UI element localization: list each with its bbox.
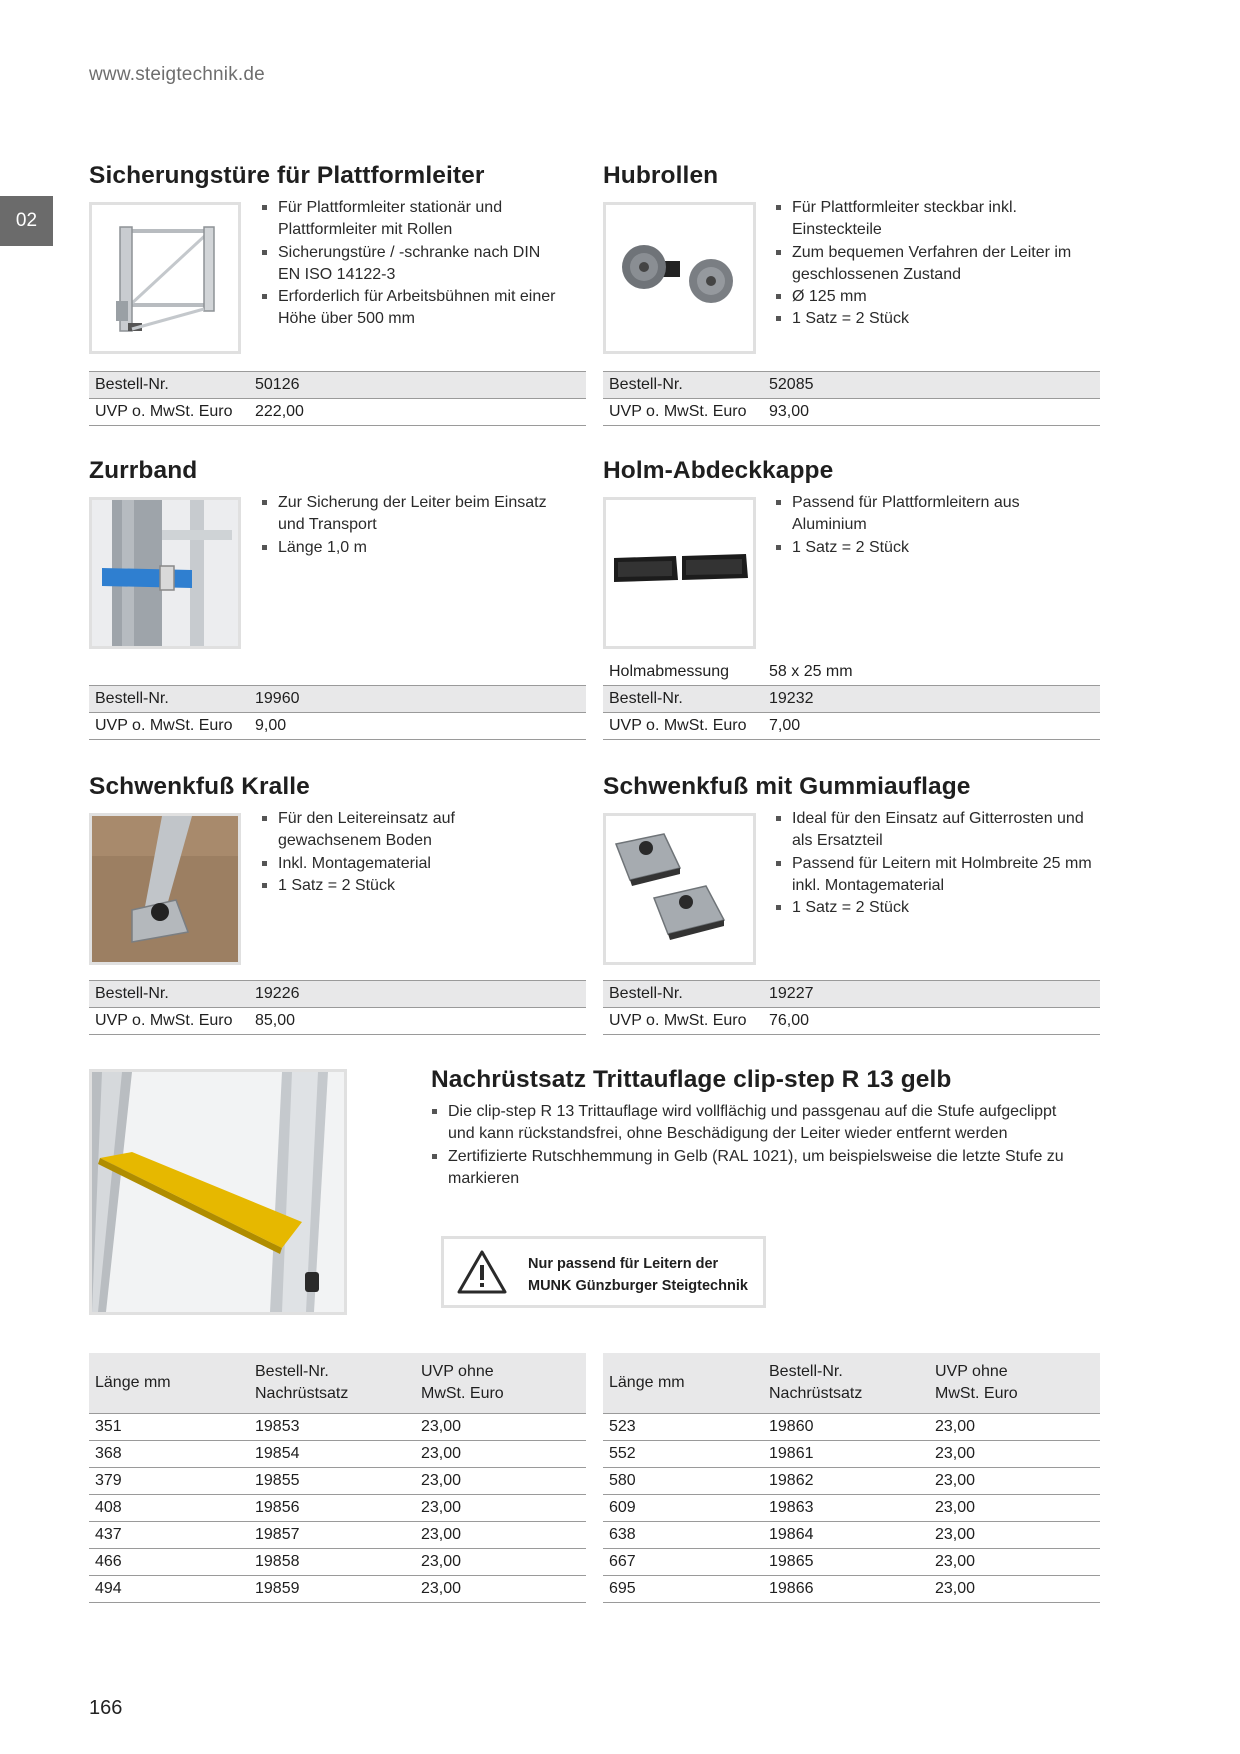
spec-row-uvp: UVP o. MwSt. Euro 85,00 xyxy=(89,1007,586,1035)
length-table-left xyxy=(89,1353,586,1603)
table-cell: 667 xyxy=(603,1549,763,1576)
feature-item: Sicherungstüre / -schranke nach DIN EN ISO 14122-3 xyxy=(261,242,561,287)
feature-item: 1 Satz = 2 Stück xyxy=(775,897,1095,919)
feature-item: Ideal für den Einsatz auf Gitterrosten und als Ersatzteil xyxy=(775,808,1095,853)
table-header-row xyxy=(89,1353,586,1414)
notice-text: Nur passend für Leitern der MUNK Günzburger Steigtechnik xyxy=(528,1256,748,1294)
product-title: Sicherungstüre für Plattformleiter xyxy=(89,162,485,189)
feature-list xyxy=(775,492,1085,559)
length-table-right xyxy=(603,1353,1100,1603)
feature-list xyxy=(261,197,561,331)
feature-item: Für Plattformleiter stationär und Plattformleiter mit Rollen xyxy=(261,197,561,242)
product-image-claw-foot xyxy=(89,813,241,965)
price: 93,00 xyxy=(769,403,810,420)
price: 7,00 xyxy=(769,717,801,734)
table-cell: 23,00 xyxy=(929,1414,1100,1441)
spec-row-bestell: Bestell-Nr. 19227 xyxy=(603,980,1100,1007)
bestell-nr: 50126 xyxy=(255,376,300,393)
product-image-strap xyxy=(89,497,241,649)
feature-list xyxy=(775,808,1095,919)
clip-step-title: Nachrüstsatz Trittauflage clip-step R 13 gelb xyxy=(431,1066,952,1093)
table-cell: 23,00 xyxy=(929,1441,1100,1468)
spec-row-bestell: Bestell-Nr. 19960 xyxy=(89,685,586,712)
feature-item: Zum bequemen Verfahren der Leiter im geschlossenen Zustand xyxy=(775,242,1085,287)
table-cell: 638 xyxy=(603,1522,763,1549)
table-row xyxy=(89,1441,586,1468)
table-row xyxy=(603,1441,1100,1468)
spec-row-uvp: UVP o. MwSt. Euro 93,00 xyxy=(603,398,1100,426)
feature-item: Inkl. Montagematerial xyxy=(261,853,561,875)
table-cell: 19863 xyxy=(763,1495,929,1522)
feature-item: Erforderlich für Arbeitsbühnen mit einer Höhe über 500 mm xyxy=(261,286,561,331)
product-title: Hubrollen xyxy=(603,162,719,189)
table-row xyxy=(89,1468,586,1495)
price: 85,00 xyxy=(255,1012,296,1029)
table-cell: 23,00 xyxy=(929,1576,1100,1603)
feature-item: Passend für Leitern mit Holmbreite 25 mm inkl. Montagematerial xyxy=(775,853,1095,898)
table-row xyxy=(89,1522,586,1549)
table-cell: 19862 xyxy=(763,1468,929,1495)
table-cell: 19854 xyxy=(249,1441,415,1468)
table-cell: 19855 xyxy=(249,1468,415,1495)
feature-list xyxy=(261,808,561,897)
spec-row-holmabmessung: Holmabmessung 58 x 25 mm xyxy=(609,663,853,680)
wheels-illustration xyxy=(606,205,753,351)
table-cell: 19861 xyxy=(763,1441,929,1468)
table-cell: 23,00 xyxy=(415,1549,586,1576)
col-header-length: Länge mm xyxy=(89,1353,249,1414)
claw-foot-illustration xyxy=(92,816,238,962)
spec-row-bestell: Bestell-Nr. 19232 xyxy=(603,685,1100,712)
table-row xyxy=(603,1549,1100,1576)
table-cell: 368 xyxy=(89,1441,249,1468)
product-image-wheels xyxy=(603,202,756,354)
feature-item: Ø 125 mm xyxy=(775,286,1085,308)
bestell-nr: 19232 xyxy=(769,690,814,707)
dimension: 58 x 25 mm xyxy=(769,663,853,680)
table-cell: 523 xyxy=(603,1414,763,1441)
table-cell: 19859 xyxy=(249,1576,415,1603)
product-title: Schwenkfuß mit Gummiauflage xyxy=(603,773,971,800)
table-cell: 19858 xyxy=(249,1549,415,1576)
table-cell: 23,00 xyxy=(415,1414,586,1441)
feature-item: Die clip-step R 13 Trittauflage wird vollflächig und passgenau auf die Stufe aufgeclippt und kann rückstandsfrei, ohne Beschädigung der Leiter wieder entfernt werden xyxy=(431,1101,1071,1146)
table-row xyxy=(603,1522,1100,1549)
col-header-uvp: UVP ohne MwSt. Euro xyxy=(415,1353,586,1414)
clip-step-illustration xyxy=(92,1072,344,1312)
spec-row-bestell: Bestell-Nr. 52085 xyxy=(603,371,1100,398)
website-url: www.steigtechnik.de xyxy=(89,64,265,85)
table-cell: 23,00 xyxy=(415,1441,586,1468)
table-cell: 19857 xyxy=(249,1522,415,1549)
feature-item: Passend für Plattformleitern aus Aluminium xyxy=(775,492,1085,537)
end-caps-illustration xyxy=(606,500,753,646)
spec-table xyxy=(89,980,586,1035)
table-row xyxy=(89,1576,586,1603)
table-cell: 23,00 xyxy=(415,1576,586,1603)
rubber-foot-illustration xyxy=(606,816,753,962)
col-header-bestell: Bestell-Nr. Nachrüstsatz xyxy=(249,1353,415,1414)
table-cell: 19853 xyxy=(249,1414,415,1441)
product-title: Holm-Abdeckkappe xyxy=(603,457,834,484)
table-row xyxy=(603,1576,1100,1603)
table-row xyxy=(603,1468,1100,1495)
spec-table xyxy=(603,980,1100,1035)
feature-item: Zertifizierte Rutschhemmung in Gelb (RAL 1021), um beispielsweise die letzte Stufe zu markieren xyxy=(431,1146,1071,1191)
product-title: Schwenkfuß Kralle xyxy=(89,773,310,800)
bestell-nr: 19226 xyxy=(255,985,300,1002)
col-header-uvp: UVP ohne MwSt. Euro xyxy=(929,1353,1100,1414)
price: 222,00 xyxy=(255,403,304,420)
feature-item: Für den Leitereinsatz auf gewachsenem Boden xyxy=(261,808,561,853)
table-row xyxy=(603,1495,1100,1522)
col-header-length: Länge mm xyxy=(603,1353,763,1414)
product-image-clip-step xyxy=(89,1069,347,1315)
product-image-door xyxy=(89,202,241,354)
col-header-bestell: Bestell-Nr. Nachrüstsatz xyxy=(763,1353,929,1414)
chapter-tab: 02 xyxy=(0,196,53,246)
strap-illustration xyxy=(92,500,238,646)
clip-step-feature-list xyxy=(431,1101,1071,1190)
safety-door-illustration xyxy=(92,205,238,351)
spec-row-bestell: Bestell-Nr. 50126 xyxy=(89,371,586,398)
price: 9,00 xyxy=(255,717,287,734)
bestell-nr: 19227 xyxy=(769,985,814,1002)
table-row xyxy=(603,1414,1100,1441)
table-cell: 609 xyxy=(603,1495,763,1522)
table-row xyxy=(89,1549,586,1576)
table-cell: 379 xyxy=(89,1468,249,1495)
feature-item: Länge 1,0 m xyxy=(261,537,576,559)
feature-item: 1 Satz = 2 Stück xyxy=(775,308,1085,330)
feature-list xyxy=(775,197,1085,331)
page-number: 166 xyxy=(89,1697,123,1719)
bestell-nr: 19960 xyxy=(255,690,300,707)
spec-row-uvp: UVP o. MwSt. Euro 222,00 xyxy=(89,398,586,426)
table-cell: 23,00 xyxy=(415,1522,586,1549)
table-row xyxy=(89,1414,586,1441)
spec-row-uvp: UVP o. MwSt. Euro 76,00 xyxy=(603,1007,1100,1035)
product-image-caps xyxy=(603,497,756,649)
spec-table xyxy=(603,371,1100,426)
table-cell: 466 xyxy=(89,1549,249,1576)
table-cell: 19856 xyxy=(249,1495,415,1522)
table-cell: 23,00 xyxy=(929,1549,1100,1576)
spec-table xyxy=(603,659,1100,740)
table-cell: 552 xyxy=(603,1441,763,1468)
table-cell: 23,00 xyxy=(929,1495,1100,1522)
product-title: Zurrband xyxy=(89,457,198,484)
table-cell: 695 xyxy=(603,1576,763,1603)
table-cell: 19860 xyxy=(763,1414,929,1441)
spec-row-uvp: UVP o. MwSt. Euro 7,00 xyxy=(603,712,1100,740)
table-cell: 23,00 xyxy=(415,1468,586,1495)
table-cell: 19866 xyxy=(763,1576,929,1603)
product-image-rubber-foot xyxy=(603,813,756,965)
table-cell: 437 xyxy=(89,1522,249,1549)
table-cell: 19865 xyxy=(763,1549,929,1576)
spec-row-uvp: UVP o. MwSt. Euro 9,00 xyxy=(89,712,586,740)
table-header-row xyxy=(603,1353,1100,1414)
table-cell: 23,00 xyxy=(415,1495,586,1522)
table-cell: 23,00 xyxy=(929,1468,1100,1495)
spec-table xyxy=(89,685,586,740)
feature-item: Für Plattformleiter steckbar inkl. Einsteckteile xyxy=(775,197,1085,242)
feature-item: Zur Sicherung der Leiter beim Einsatz und Transport xyxy=(261,492,576,537)
table-cell: 19864 xyxy=(763,1522,929,1549)
price: 76,00 xyxy=(769,1012,810,1029)
table-cell: 23,00 xyxy=(929,1522,1100,1549)
feature-item: 1 Satz = 2 Stück xyxy=(775,537,1085,559)
table-cell: 408 xyxy=(89,1495,249,1522)
table-cell: 494 xyxy=(89,1576,249,1603)
spec-row-bestell: Bestell-Nr. 19226 xyxy=(89,980,586,1007)
table-cell: 351 xyxy=(89,1414,249,1441)
feature-list xyxy=(261,492,576,559)
bestell-nr: 52085 xyxy=(769,376,814,393)
spec-table xyxy=(89,371,586,426)
table-cell: 580 xyxy=(603,1468,763,1495)
table-row xyxy=(89,1495,586,1522)
compatibility-notice xyxy=(441,1236,766,1308)
warning-triangle-icon xyxy=(456,1249,508,1295)
feature-item: 1 Satz = 2 Stück xyxy=(261,875,561,897)
